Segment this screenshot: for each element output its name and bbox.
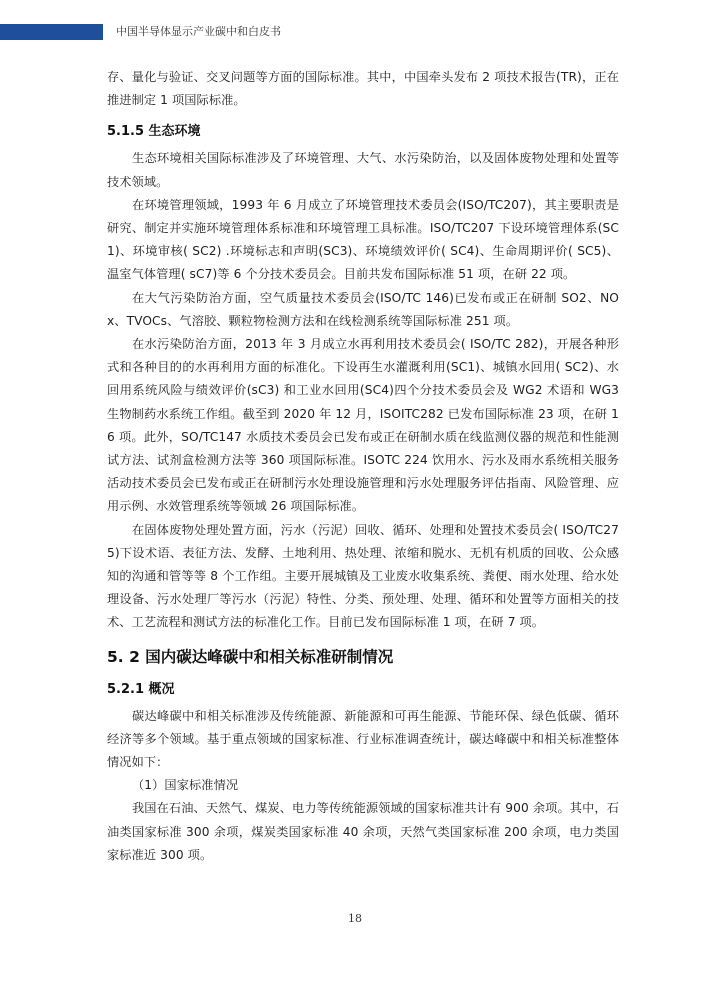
section-heading-5-1-5: 5.1.5 生态环境 [107, 124, 201, 140]
page-number: 18 [348, 912, 362, 925]
paragraph-intro: 存、量化与验证、交叉问题等方面的国际标准。其中，中国牵头发布 2 项技术报告(TR)，正在推进制定 1 项国际标准。 [107, 70, 619, 108]
paragraph-air-pollution: 在大气污染防治方面，空气质量技术委员会(ISO/TC 146)已发布或正在研制 SO2、NOx、TVOCs、气溶胶、颗粒物检测方法和在线检测系统等国际标准 251 项。 [107, 290, 619, 328]
section-heading-5-2: 5. 2 国内碳达峰碳中和相关标准研制情况 [107, 647, 394, 666]
page-body [107, 66, 619, 867]
paragraph-solid-waste: 在固体废物处理处置方面，污水（污泥）回收、循环、处理和处置技术委员会( ISO/TC275)下设术语、表征方法、发酵、土地利用、热处理、浓缩和脱水、无机有机质的回收、公众感知的沟通和管等等 8 个工作组。主要开展城镇及工业废水收集系统、粪便、雨水处理、给水处理设备、污水处理厂等污水（污泥）特性、分类、预处理、处理、循环和处置等方面相关的技术、工艺流程和测试方法的标准化工作。目前已发布国际标准 1 项，在研 7 项。 [107, 522, 619, 630]
paragraph-overview: 碳达峰碳中和相关标准涉及传统能源、新能源和可再生能源、节能环保、绿色低碳、循环经济等多个领域。基于重点领域的国家标准、行业标准调查统计，碳达峰碳中和相关标准整体情况如下： [107, 708, 619, 770]
paragraph-national-standards-label: （1）国家标准情况 [132, 778, 239, 793]
paragraph-environment-management: 在环境管理领域，1993 年 6 月成立了环境管理技术委员会(ISO/TC207)，其主要职责是研究、制定并实施环境管理体系标准和环境管理工具标准。ISO/TC207 下设环境管理体系(SC1)、环境审核( SC2) .环境标志和声明(SC3)、环境绩效评价( SC4)、生命周期评价( SC5)、温室气体管理( sC7)等 6 个分技术委员会。目前共发布国际标准 51 项，在研 22 项。 [107, 197, 619, 282]
section-heading-5-2-1: 5.2.1 概况 [107, 681, 175, 697]
paragraph-national-standards: 我国在石油、天然气、煤炭、电力等传统能源领域的国家标准共计有 900 余项。其中，石油类国家标准 300 余项，煤炭类国家标准 40 余项，天然气类国家标准 200 余项，电力类国家标准近 300 项。 [107, 801, 619, 862]
header-accent-bar [0, 24, 103, 40]
paragraph-water-pollution: 在水污染防治方面，2013 年 3 月成立水再利用技术委员会( ISO/TC 282)，开展各种形式和各种目的的水再利用方面的标准化。下设再生水灌溉利用(SC1)、城镇水回用( SC2)、水回用系统风险与绩效评价(sC3) 和工业水回用(SC4)四个分技术委员会及 WG2 术语和 WG3 生物制药水系统工作组。截至到 2020 年 12 月，ISOITC282 已发布国际标准 23 项，在研 16 项。此外，SO/TC147 水质技术委员会已发布或正在研制水质在线监测仪器的规范和性能测试方法、试剂盒检测方法等 360 项国际标准。ISOTC 224 饮用水、污水及雨水系统相关服务活动技术委员会已发布或正在研制污水处理设施管理和污水处理服务评估指南、风险管理、应用示例、水效管理系统等领域 26 项国际标准。 [107, 337, 619, 514]
running-header-title: 中国半导体显示产业碳中和白皮书 [116, 25, 281, 38]
header-divider [103, 24, 105, 40]
paragraph-ecology-overview: 生态环境相关国际标准涉及了环境管理、大气、水污染防治，以及固体废物处理和处置等技术领域。 [107, 151, 619, 189]
